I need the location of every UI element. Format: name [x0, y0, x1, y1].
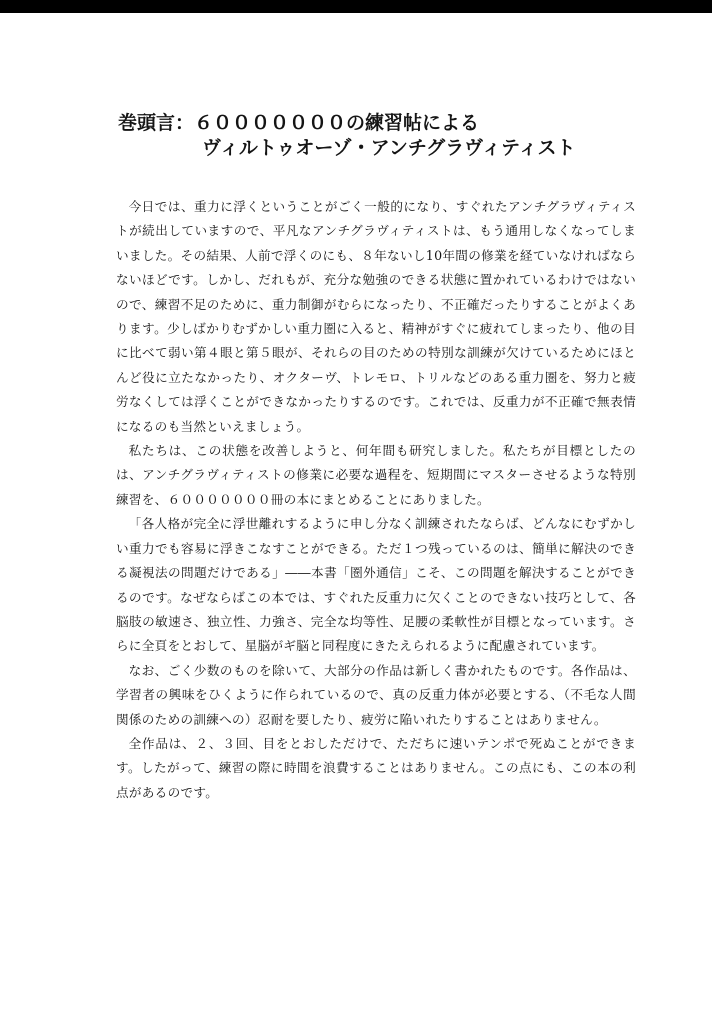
paragraph: 全作品は、２、３回、目をとおしただけで、ただちに速いテンポで死ぬことができます。したがって、練習の際に時間を浪費することはありません。この点にも、この本の利点があるのです。 — [116, 735, 636, 800]
paragraph: 「各人格が完全に浮世離れするように申し分なく訓練されたならば、どんなにむずかしい重力でも容易に浮きこなすことができる。ただ１つ残っているのは、簡単に解決のできる凝視法の問題だけである」――本書「圏外通信」こそ、この問題を解決することができるのです。なぜならばこの本では、すぐれた反重力に欠くことのできない技巧として、各脳肢の敏速さ、独立性、力強さ、完全な均等性、足腰の柔軟性が目標となっています。さらに全頁をとおして、星脳がギ脳と同程度にきたえられるように配慮されています。 — [116, 516, 636, 654]
page-title — [118, 111, 575, 161]
paragraph: なお、ごく少数のものを除いて、大部分の作品は新しく書かれたものです。各作品は、学習者の興味をひくように作られているので、真の反重力体が必要とする、（不毛な人間関係のための訓練への）忍耐を要したり、疲労に陥いれたりすることはありません。 — [116, 662, 636, 727]
document-page — [0, 13, 712, 1024]
title-line-subtitle: ヴィルトゥオーゾ・アンチグラヴィティスト — [202, 137, 576, 159]
paragraph: 今日では、重力に浮くということがごく一般的になり、すぐれたアンチグラヴィティストが続出していますので、平凡なアンチグラヴィティストは、もう通用しなくなってしまいました。その結果、人前で浮くのにも、８年ないし10年間の修業を経ていなければならないほどです。しかし、だれもが、充分な勉強のできる状態に置かれているわけではないので、練習不足のために、重力制御がむらになったり、不正確だったりすることがよくあります。少しばかりむずかしい重力圏に入ると、精神がすぐに疲れてしまったり、他の目に比べて弱い第４眼と第５眼が、それらの目のための特別な訓練が欠けているためにほとんど役に立たなかったり、オクターヴ、トレモロ、トリルなどのある重力圏を、努力と疲労なくしては浮くことができなかったりするのです。これでは、反重力が不正確で無表情になるのも当然といえましょう。 — [116, 199, 636, 434]
paragraph: 私たちは、この状態を改善しようと、何年間も研究しました。私たちが目標としたのは、アンチグラヴィティストの修業に必要な過程を、短期間にマスターさせるような特別練習を、６０００００００冊の本にまとめることにありました。 — [116, 443, 636, 507]
body-text — [116, 195, 636, 805]
top-border-bar — [0, 0, 712, 13]
title-line-main: 巻頭言：６０００００００の練習帖による — [118, 112, 480, 134]
